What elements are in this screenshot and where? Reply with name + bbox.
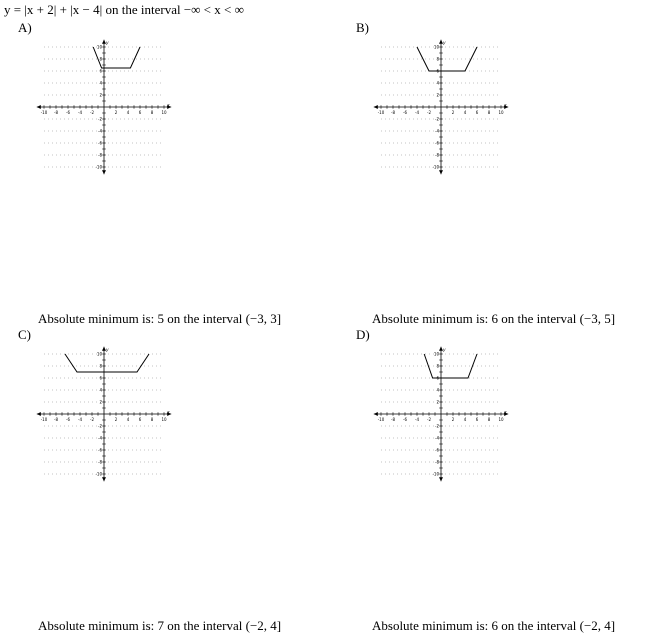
x-tick-label: 2 bbox=[451, 417, 455, 422]
x-tick-label: -4 bbox=[415, 110, 419, 115]
y-tick-label: -6 bbox=[98, 140, 102, 146]
x-tick-label: -8 bbox=[391, 417, 395, 422]
y-tick-label: -2 bbox=[98, 423, 102, 429]
option-c-label: C) bbox=[18, 327, 31, 342]
y-tick-label: 10 bbox=[96, 44, 102, 50]
x-tick-label: -2 bbox=[427, 110, 431, 115]
function-curve bbox=[65, 351, 149, 372]
y-axis-label: y bbox=[106, 348, 109, 353]
x-axis-arrow bbox=[374, 105, 378, 109]
x-tick-label: 2 bbox=[114, 110, 118, 115]
y-axis-arrow bbox=[439, 170, 443, 174]
x-tick-label: -6 bbox=[66, 417, 70, 422]
y-tick-label: -10 bbox=[432, 471, 439, 477]
x-tick-label: 10 bbox=[498, 417, 504, 422]
option-a-label: A) bbox=[18, 20, 32, 35]
y-tick-label: 2 bbox=[99, 92, 102, 98]
y-tick-label: -2 bbox=[435, 423, 439, 429]
option-d-answer: Absolute minimum is: 6 on the interval (−2, 4] bbox=[372, 618, 616, 633]
x-axis-label: x bbox=[504, 103, 507, 109]
x-tick-label: 6 bbox=[475, 417, 479, 422]
x-tick-label: -4 bbox=[78, 417, 82, 422]
y-tick-label: 8 bbox=[436, 56, 439, 62]
y-axis-label: y bbox=[443, 41, 446, 46]
y-tick-label: -8 bbox=[435, 152, 439, 158]
x-tick-label: -4 bbox=[415, 417, 419, 422]
x-tick-label: -6 bbox=[403, 417, 407, 422]
x-tick-label: -10 bbox=[377, 110, 385, 115]
y-tick-label: 6 bbox=[436, 375, 439, 381]
x-tick-label: 4 bbox=[463, 110, 467, 115]
y-tick-label: -8 bbox=[98, 459, 102, 465]
x-tick-label: 4 bbox=[463, 417, 467, 422]
x-tick-label: -6 bbox=[403, 110, 407, 115]
x-tick-label: -2 bbox=[427, 417, 431, 422]
y-tick-label: -10 bbox=[95, 164, 102, 170]
x-tick-label: -8 bbox=[54, 417, 58, 422]
x-tick-label: 8 bbox=[487, 110, 491, 115]
x-tick-label: -10 bbox=[377, 417, 385, 422]
option-a-graph bbox=[34, 37, 174, 177]
x-tick-label: -6 bbox=[66, 110, 70, 115]
x-tick-label: 2 bbox=[451, 110, 455, 115]
y-tick-label: 10 bbox=[433, 351, 439, 357]
y-tick-label: 4 bbox=[99, 387, 102, 393]
y-tick-label: -10 bbox=[432, 164, 439, 170]
x-axis-arrow bbox=[374, 412, 378, 416]
x-axis-arrow bbox=[37, 412, 41, 416]
y-tick-label: -6 bbox=[98, 447, 102, 453]
x-tick-label: -2 bbox=[90, 110, 94, 115]
y-axis-arrow bbox=[439, 477, 443, 481]
y-tick-label: -4 bbox=[98, 128, 102, 134]
option-c-graph bbox=[34, 344, 174, 484]
y-tick-label: 8 bbox=[99, 363, 102, 369]
x-tick-label: -10 bbox=[40, 110, 48, 115]
y-tick-label: 4 bbox=[436, 80, 439, 86]
y-tick-label: 6 bbox=[99, 375, 102, 381]
y-axis-label: y bbox=[106, 41, 109, 46]
y-tick-label: 6 bbox=[436, 68, 439, 74]
x-axis-label: x bbox=[504, 410, 507, 416]
y-tick-label: 2 bbox=[99, 399, 102, 405]
option-b-answer: Absolute minimum is: 6 on the interval (−3, 5] bbox=[372, 311, 616, 326]
x-axis-arrow bbox=[37, 105, 41, 109]
x-tick-label: -10 bbox=[40, 417, 48, 422]
x-tick-label: 6 bbox=[475, 110, 479, 115]
x-tick-label: -8 bbox=[54, 110, 58, 115]
option-d-graph bbox=[371, 344, 511, 484]
function-curve bbox=[417, 44, 477, 71]
option-c-answer: Absolute minimum is: 7 on the interval (−2, 4] bbox=[38, 618, 282, 633]
x-axis-label: x bbox=[167, 410, 170, 416]
y-tick-label: -8 bbox=[98, 152, 102, 158]
x-tick-label: 10 bbox=[161, 110, 167, 115]
x-tick-label: 8 bbox=[150, 110, 154, 115]
x-tick-label: -8 bbox=[391, 110, 395, 115]
x-tick-label: 6 bbox=[138, 417, 142, 422]
y-tick-label: -10 bbox=[95, 471, 102, 477]
y-tick-label: 2 bbox=[436, 399, 439, 405]
option-d-label: D) bbox=[356, 327, 370, 342]
x-tick-label: -2 bbox=[90, 417, 94, 422]
y-tick-label: 4 bbox=[99, 80, 102, 86]
y-tick-label: 8 bbox=[436, 363, 439, 369]
y-tick-label: -4 bbox=[98, 435, 102, 441]
y-tick-label: -6 bbox=[435, 140, 439, 146]
x-tick-label: 2 bbox=[114, 417, 118, 422]
option-b-label: B) bbox=[356, 20, 369, 35]
y-tick-label: -4 bbox=[435, 128, 439, 134]
x-tick-label: 4 bbox=[126, 417, 130, 422]
x-tick-label: 8 bbox=[150, 417, 154, 422]
y-tick-label: -4 bbox=[435, 435, 439, 441]
y-tick-label: -8 bbox=[435, 459, 439, 465]
y-tick-label: 8 bbox=[99, 56, 102, 62]
y-axis-arrow bbox=[102, 477, 106, 481]
x-tick-label: 10 bbox=[161, 417, 167, 422]
option-a-answer: Absolute minimum is: 5 on the interval (−3, 3] bbox=[38, 311, 282, 326]
y-tick-label: 4 bbox=[436, 387, 439, 393]
y-tick-label: 6 bbox=[99, 68, 102, 74]
x-tick-label: 8 bbox=[487, 417, 491, 422]
option-b-graph bbox=[371, 37, 511, 177]
y-tick-label: 10 bbox=[96, 351, 102, 357]
x-tick-label: -4 bbox=[78, 110, 82, 115]
question-text: y = |x + 2| + |x − 4| on the interval −∞ < x < ∞ bbox=[4, 2, 244, 17]
y-axis-arrow bbox=[102, 170, 106, 174]
x-axis-label: x bbox=[167, 103, 170, 109]
y-tick-label: -2 bbox=[435, 116, 439, 122]
y-axis-label: y bbox=[443, 348, 446, 353]
y-tick-label: -6 bbox=[435, 447, 439, 453]
x-tick-label: 4 bbox=[126, 110, 130, 115]
y-tick-label: 2 bbox=[436, 92, 439, 98]
x-tick-label: 10 bbox=[498, 110, 504, 115]
y-tick-label: -2 bbox=[98, 116, 102, 122]
x-tick-label: 6 bbox=[138, 110, 142, 115]
y-tick-label: 10 bbox=[433, 44, 439, 50]
